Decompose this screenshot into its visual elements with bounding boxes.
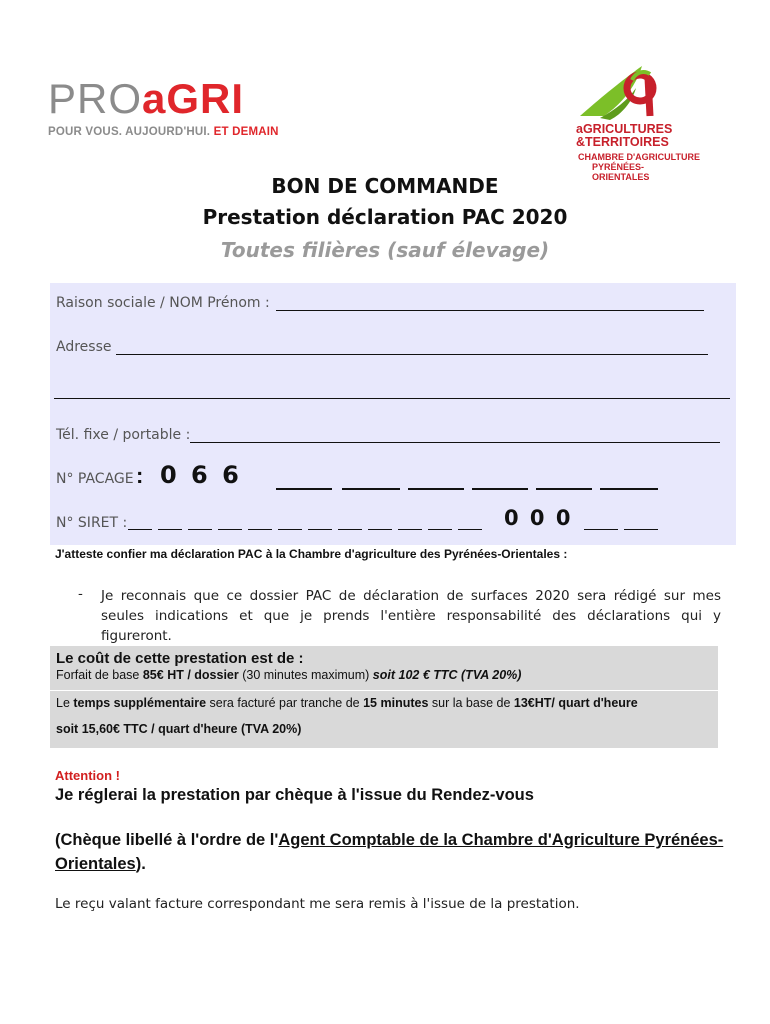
pacage-segment[interactable] <box>276 488 332 490</box>
cost-extra-line <box>56 696 638 710</box>
siret-segment[interactable] <box>248 529 272 530</box>
cost-title: Le coût de cette prestation est de : <box>56 650 304 667</box>
siret-segment[interactable] <box>128 529 152 530</box>
cost-divider <box>50 690 718 691</box>
cost-base-ttc: soit 102 € TTC (TVA 20%) <box>372 668 522 682</box>
payment-statement: Je réglerai la prestation par chèque à l'issue du Rendez-vous <box>55 786 534 804</box>
siret-segment[interactable] <box>158 529 182 530</box>
proagri-tagline-grey: POUR VOUS. AUJOURD'HUI. <box>48 126 211 138</box>
cheque-payee-name: Agent Comptable de la Chambre d'Agriculture Pyrénées-Orientales <box>55 831 724 873</box>
bullet-dash: - <box>78 586 83 602</box>
pacage-segment[interactable] <box>472 488 528 490</box>
cost-extra-ttc: soit 15,60€ TTC / quart d'heure (TVA 20%) <box>56 722 302 736</box>
cost-extra-d: 15 minutes <box>363 696 429 710</box>
leaf-emblem-icon <box>570 58 700 128</box>
siret-segment[interactable] <box>188 529 212 530</box>
attention-label: Attention ! <box>55 768 120 783</box>
proagri-pro: PRO <box>48 75 143 122</box>
proagri-wordmark <box>48 75 279 122</box>
siret-segment[interactable] <box>398 529 422 530</box>
pacage-colon: : <box>136 463 144 488</box>
proagri-tagline-red: ET DEMAIN <box>210 126 279 138</box>
raison-sociale-label: Raison sociale / NOM Prénom : <box>56 295 270 311</box>
siret-segment[interactable] <box>308 529 332 530</box>
adresse-field[interactable] <box>116 354 708 355</box>
agterr-line3: CHAMBRE D'AGRICULTURE <box>578 152 700 162</box>
document-subtitle: Prestation déclaration PAC 2020 <box>202 205 568 229</box>
pacage-segment[interactable] <box>600 488 658 490</box>
proagri-tagline <box>48 126 279 138</box>
telephone-field[interactable] <box>190 442 720 443</box>
siret-segment[interactable] <box>458 529 482 530</box>
cheque-a: (Chèque libellé à l'ordre de l' <box>55 831 279 849</box>
cost-extra-e: sur la base de <box>428 696 514 710</box>
pacage-label: N° PACAGE <box>56 471 134 487</box>
document-title: BON DE COMMANDE <box>271 174 499 198</box>
siret-suffix-digits: 0 0 0 <box>504 506 571 530</box>
agterr-line2: &TERRITOIRES <box>576 135 669 149</box>
telephone-label: Tél. fixe / portable : <box>56 427 191 443</box>
cheque-payee <box>55 828 735 876</box>
cost-extra-c: sera facturé par tranche de <box>206 696 364 710</box>
cost-base-price: 85€ HT / dossier <box>142 668 239 682</box>
adresse-field-line2[interactable] <box>54 398 730 399</box>
pacage-segment[interactable] <box>342 488 400 490</box>
adresse-label: Adresse <box>56 339 112 355</box>
agterr-line1: aGRICULTURES <box>576 122 673 136</box>
cost-base-a: Forfait de base <box>56 668 143 682</box>
siret-label: N° SIRET : <box>56 515 128 531</box>
pacage-segment[interactable] <box>536 488 592 490</box>
cheque-c: ). <box>135 855 146 873</box>
cost-base-line <box>56 668 521 682</box>
pacage-prefix-digits: 0 6 6 <box>160 461 239 489</box>
agricultures-territoires-logo <box>570 58 700 182</box>
order-form <box>50 283 736 545</box>
responsibility-statement: Je reconnais que ce dossier PAC de déclaration de surfaces 2020 sera rédigé sur mes seules indications et que je prends l'entière responsabilité des déclarations qui y figureront. <box>101 588 721 644</box>
siret-segment[interactable] <box>428 529 452 530</box>
siret-segment[interactable] <box>218 529 242 530</box>
cost-base-c: (30 minutes maximum) <box>238 668 373 682</box>
siret-segment[interactable] <box>338 529 362 530</box>
siret-segment[interactable] <box>278 529 302 530</box>
cost-extra-a: Le <box>56 696 74 710</box>
pacage-segment[interactable] <box>408 488 464 490</box>
raison-sociale-field[interactable] <box>276 310 704 311</box>
receipt-note: Le reçu valant facture correspondant me sera remis à l'issue de la prestation. <box>55 896 580 912</box>
agterr-line4: PYRÉNÉES-ORIENTALES <box>592 162 650 182</box>
siret-segment[interactable] <box>584 529 618 530</box>
attestation-text: J'atteste confier ma déclaration PAC à la Chambre d'agriculture des Pyrénées-Orientales : <box>55 547 568 561</box>
cost-extra-f: 13€HT/ quart d'heure <box>513 696 638 710</box>
siret-segment[interactable] <box>368 529 392 530</box>
document-scope: Toutes filières (sauf élevage) <box>220 238 550 262</box>
proagri-logo <box>48 75 279 138</box>
proagri-agri: aGRI <box>142 75 245 122</box>
cost-extra-b: temps supplémentaire <box>73 696 207 710</box>
siret-segment[interactable] <box>624 529 658 530</box>
